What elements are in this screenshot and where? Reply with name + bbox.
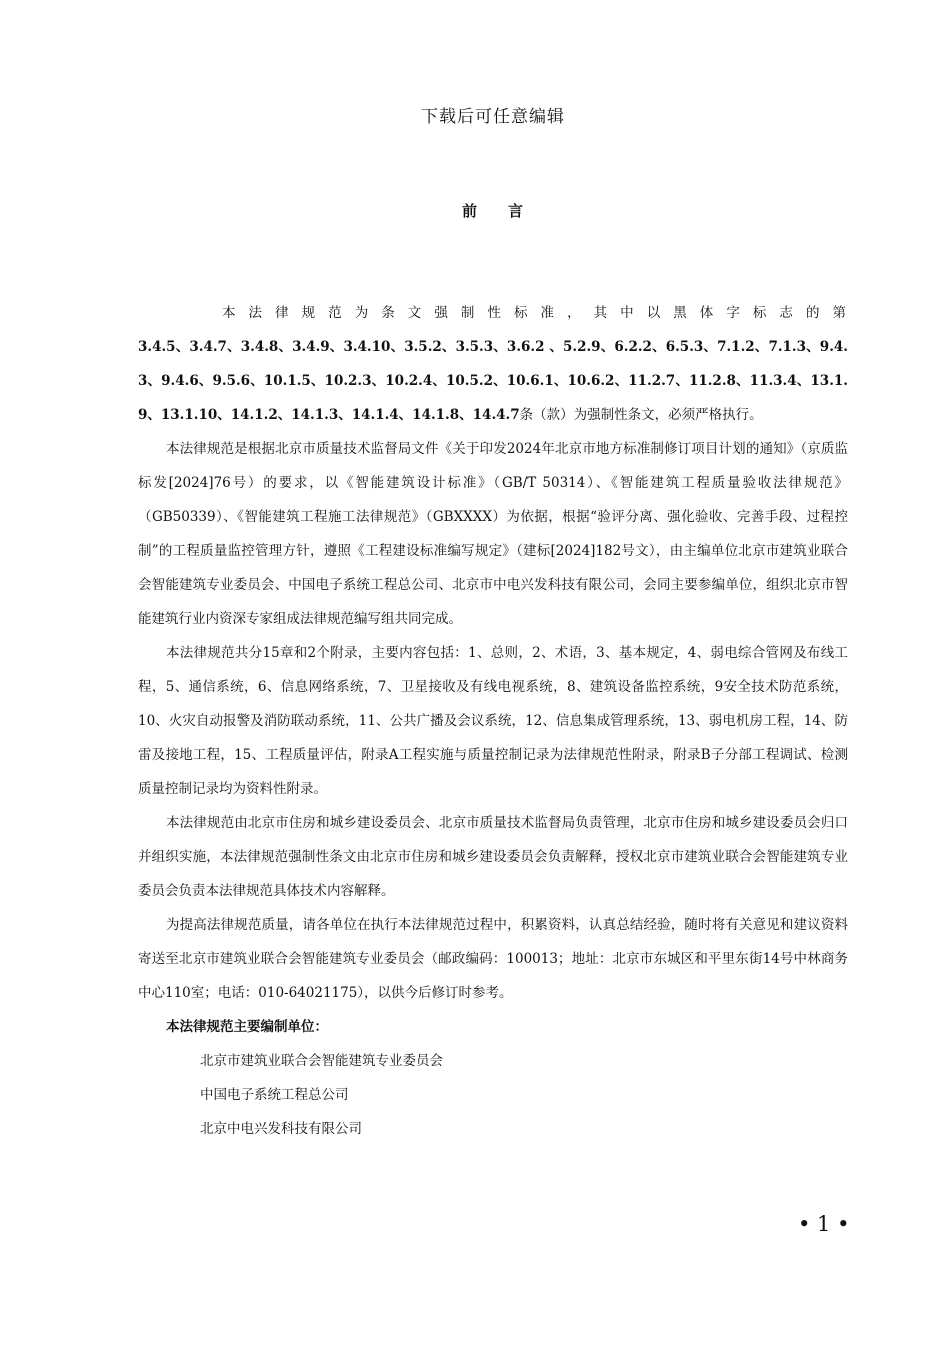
paragraph-5: 为提高法律规范质量，请各单位在执行本法律规范过程中，积累资料，认真总结经验，随时将有关意见和建议资料寄送至北京市建筑业联合会智能建筑专业委员会（邮政编码：100013；地址：北京市东城区和平里东街14号中林商务中心110室；电话：010-64021175），以供今后修订时参考。 <box>138 917 848 1001</box>
page-number: • 1 • <box>798 1212 850 1236</box>
mandatory-clause-list: 3.4.5、3.4.7、3.4.8、3.4.9、3.4.10、3.5.2、3.5.3、3.6.2 、5.2.9、6.2.2、6.5.3、7.1.2、7.1.3、9.4.3、9.4.6、9.5.6、10.1.5、10.2.3、10.2.4、10.5.2、10.6.1、10.6.2、11.2.7、11.2.8、11.3.4、13.1.9、13.1.10、14.1.2、14.1.3、14.1.4、14.1.8、14.4.7 <box>138 339 848 423</box>
title-part-1: 前 <box>461 202 478 220</box>
paragraph-1-rest <box>138 330 848 432</box>
paragraph-1-lead: 本法律规范为条文强制性标准，其中以黑体字标志的第 <box>222 305 848 321</box>
paragraph-2: 本法律规范是根据北京市质量技术监督局文件《关于印发2024年北京市地方标准制修订项目计划的通知》（京质监标发[2024]76号）的要求，以《智能建筑设计标准》（GB/T 50314）、《智能建筑工程质量验收法律规范》（GB50339）、《智能建筑工程施工法律规范》（GBXXXX）为依据，根据“验评分离、强化验收、完善手段、过程控制”的工程质量监控管理方针，遵照《工程建设标准编写规定》（建标[2024]182号文），由主编单位北京市建筑业联合会智能建筑专业委员会、中国电子系统工程总公司、北京市中电兴发科技有限公司，会同主要参编单位，组织北京市智能建筑行业内资深专家组成法律规范编写组共同完成。 <box>138 441 848 627</box>
document-body <box>138 296 848 1146</box>
compiling-units-heading: 本法律规范主要编制单位： <box>166 1019 328 1035</box>
compiling-unit-3: 北京中电兴发科技有限公司 <box>200 1121 362 1137</box>
page-header: 下载后可任意编辑 <box>421 107 565 127</box>
compiling-unit-2: 中国电子系统工程总公司 <box>200 1087 349 1103</box>
page-title <box>0 200 950 221</box>
title-part-2: 言 <box>508 202 525 220</box>
paragraph-1-tail: 条（款）为强制性条文，必须严格执行。 <box>519 407 763 423</box>
compiling-unit-1: 北京市建筑业联合会智能建筑专业委员会 <box>200 1053 443 1069</box>
paragraph-3: 本法律规范共分15章和2个附录，主要内容包括：1、总则，2、术语，3、基本规定，4、弱电综合管网及布线工程，5、通信系统，6、信息网络系统，7、卫星接收及有线电视系统，8、建筑设备监控系统，9安全技术防范系统，10、火灾自动报警及消防联动系统，11、公共广播及会议系统，12、信息集成管理系统，13、弱电机房工程，14、防雷及接地工程，15、工程质量评估，附录A工程实施与质量控制记录为法律规范性附录，附录B子分部工程调试、检测质量控制记录均为资料性附录。 <box>138 645 848 797</box>
paragraph-4: 本法律规范由北京市住房和城乡建设委员会、北京市质量技术监督局负责管理，北京市住房和城乡建设委员会归口并组织实施，本法律规范强制性条文由北京市住房和城乡建设委员会负责解释，授权北京市建筑业联合会智能建筑专业委员会负责本法律规范具体技术内容解释。 <box>138 815 848 899</box>
